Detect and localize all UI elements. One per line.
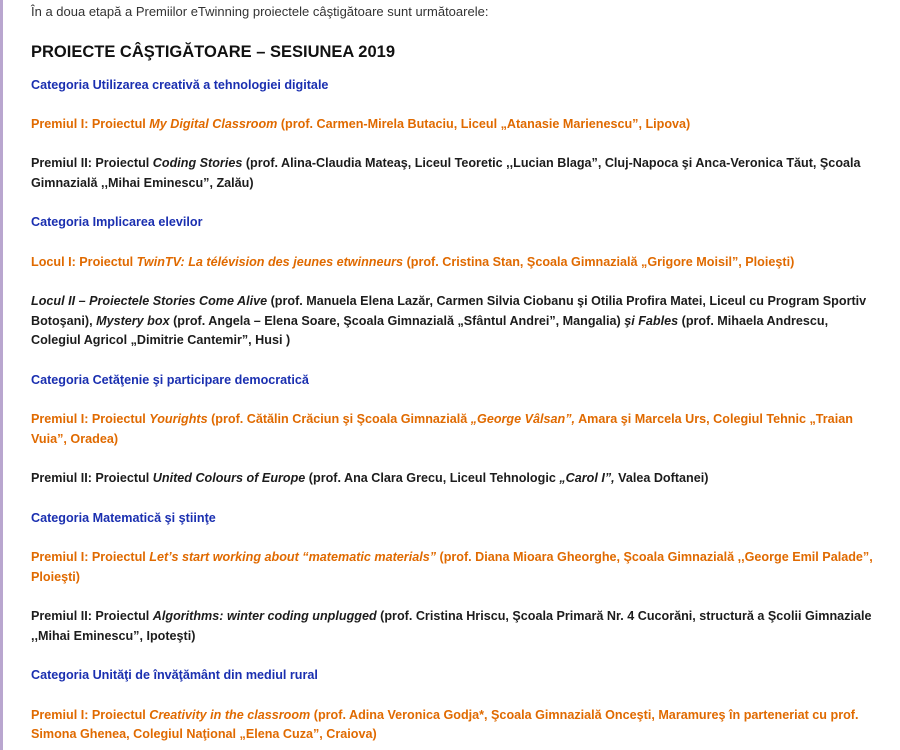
award-details: (prof. Adina Veronica Godja*, Şcoala Gimnazială Onceşti, Maramureş în parteneriat cu prof. Simona Ghenea, Colegiul Naţional „Elena Cuza”, Craiova) [31,707,859,741]
award-entry [31,292,881,351]
award-entry [31,706,881,745]
award-entry [31,115,881,135]
award-label: Premiul I: Proiectul [31,116,150,131]
award-entry [31,469,881,489]
category-heading: Categoria Unităţi de învăţământ din mediul rural [31,668,318,682]
award-details: (prof. Ana Clara Grecu, Liceul Tehnologic [305,471,560,485]
award-details: (prof. Mihaela Andrescu, Colegiul Agricol „Dimitrie Cantemir”, Husi ) [31,313,829,347]
category-heading: Categoria Matematică şi ştiinţe [31,510,216,525]
category-heading: Categoria Cetăţenie şi participare democratică [31,372,309,387]
project-title: My Digital Classroom [149,116,278,131]
school-name: „George Vâlsan”, [470,412,576,426]
award-details: (prof. Carmen-Mirela Butaciu, Liceul „Atanasie Marienescu”, Lipova) [277,116,691,131]
left-border [0,0,3,750]
award-entry [31,410,881,449]
award-label: Premiul II: Proiectul [31,471,153,485]
award-details: Amara şi Marcela Urs, Colegiul Tehnic „Traian Vuia”, Oradea) [31,412,853,446]
award-label: Premiul I: Proiectul [31,707,150,722]
project-title: TwinTV: La télévision des jeunes etwinneurs [136,254,404,269]
award-entry [31,548,881,587]
award-label: Locul I: Proiectul [31,254,137,269]
award-entry [31,253,881,273]
award-details: (prof. Manuela Elena Lazăr, Carmen Silvia Ciobanu şi Otilia Profira Matei, Liceul cu Program Sportiv Botoşani), [31,294,867,328]
award-details: (prof. Alina-Claudia Mateaş, Liceul Teoretic ,,Lucian Blaga”, Cluj-Napoca şi Anca-Veronica Tăut, Şcoala Gimnazială ,,Mihai Eminescu”, Zalău) [31,156,861,190]
award-details: (prof. Cristina Stan, Şcoala Gimnazială „Grigore Moisil”, Ploieşti) [403,254,795,269]
project-title: Algorithms: winter coding unplugged [152,609,377,623]
award-entry [31,154,881,193]
category-heading: Categoria Utilizarea creativă a tehnologiei digitale [31,78,329,92]
award-label: Premiul II: Proiectul [31,609,153,623]
page-title: PROIECTE CÂŞTIGĂTOARE – SESIUNEA 2019 [31,43,396,61]
award-label: Premiul I: Proiectul [31,412,150,426]
project-title: Let’s start working about “matematic materials” [149,550,436,564]
intro-text: În a doua etapă a Premiilor eTwinning proiectele câştigătoare sunt următoarele: [31,4,489,19]
category-heading: Categoria Implicarea elevilor [31,215,203,229]
article-content [31,0,881,745]
project-title: Creativity in the classroom [149,707,311,722]
project-title: Coding Stories [152,156,243,170]
award-label: Locul II – Proiectele Stories Come Alive [31,294,268,308]
project-title: United Colours of Europe [152,471,306,485]
project-title: Yourights [149,412,208,426]
award-label: Premiul I: Proiectul [31,550,150,564]
award-details: (prof. Cristina Hriscu, Şcoala Primară Nr. 4 Cucorăni, structură a Şcolii Gimnaziale ,,Mihai Eminescu”, Ipoteşti) [31,609,872,643]
award-details: (prof. Cătălin Crăciun şi Şcoala Gimnazială [207,412,471,426]
award-details: Valea Doftanei) [614,471,709,485]
award-details: (prof. Diana Mioara Gheorghe, Şcoala Gimnazială ,,George Emil Palade”, Ploieşti) [31,550,873,584]
award-label: Premiul II: Proiectul [31,156,153,170]
award-entry [31,607,881,646]
project-title: Mystery box [96,313,170,328]
project-title: şi Fables [624,313,679,328]
school-name: „Carol I”, [559,471,615,485]
award-details: (prof. Angela – Elena Soare, Şcoala Gimnazială „Sfântul Andrei”, Mangalia) [169,313,625,328]
